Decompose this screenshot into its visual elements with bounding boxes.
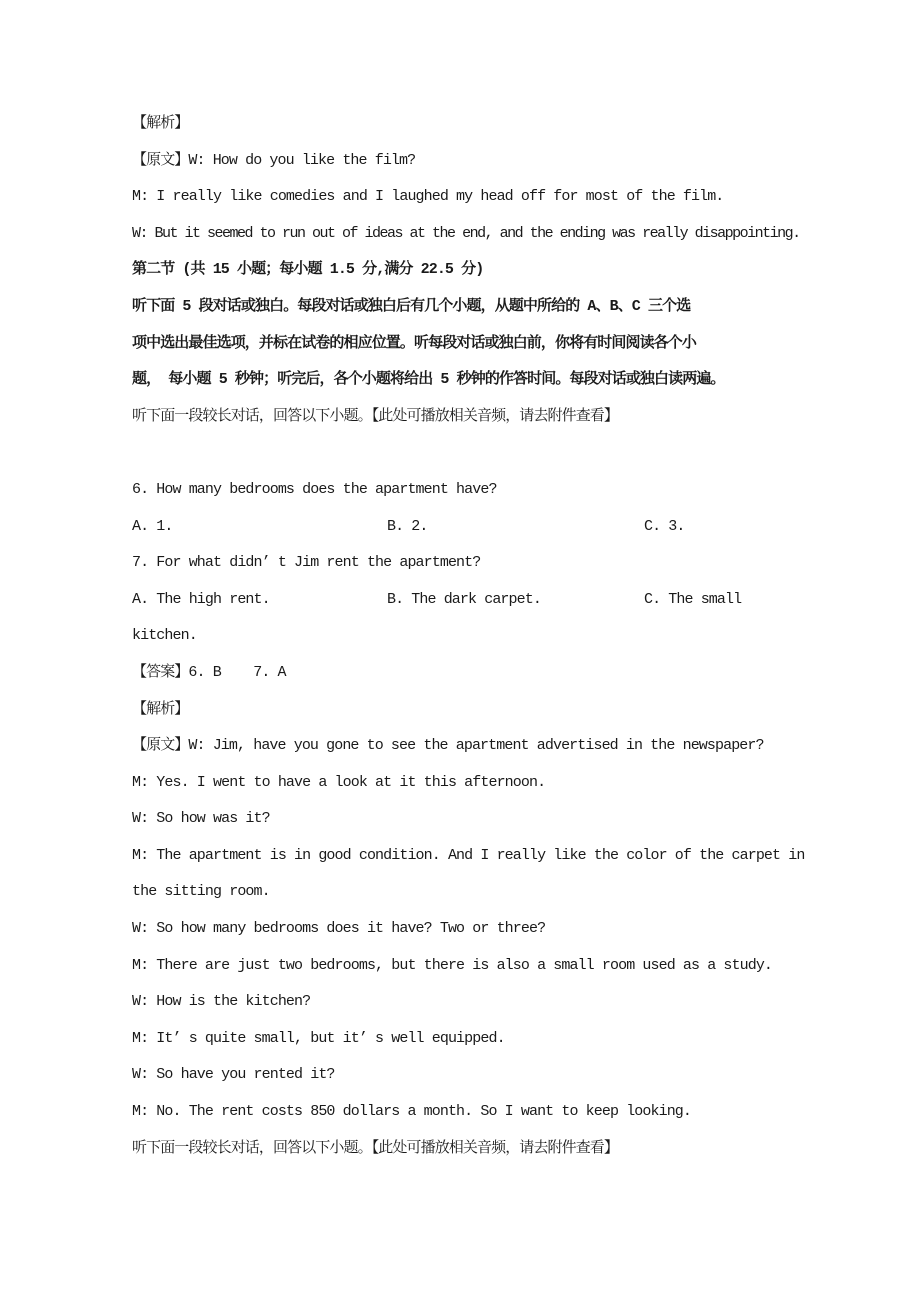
text-line: M: I really like comedies and I laughed my head off for most of the film. [132,188,724,206]
text-line: W: So have you rented it? [132,1066,335,1084]
document-body [132,106,805,1167]
text-line: W: So how was it? [132,810,270,828]
option-c: C. The small [644,590,742,608]
text-line: W: But it seemed to run out of ideas at the end, and the ending was really disappointing. [132,224,800,242]
text-line: kitchen. [132,627,197,645]
text-line: 第二节 (共 15 小题；每小题 1.5 分,满分 22.5 分) [132,261,484,279]
text-line: M: It’ s quite small, but it’ s well equipped. [132,1029,505,1047]
text-line: M: The apartment is in good condition. And I really like the color of the carpet in [132,846,805,864]
text-line: 项中选出最佳选项，并标在试卷的相应位置。听每段对话或独白前，你将有时间阅读各个小 [132,334,697,352]
text-line: 听下面一段较长对话，回答以下小题。【此处可播放相关音频，请去附件查看】 [132,1139,619,1157]
text-line: 7. For what didn’ t Jim rent the apartment? [132,554,481,572]
text-line: 听下面 5 段对话或独白。每段对话或独白后有几个小题，从题中所给的 A、B、C 三个选 [132,297,691,315]
option-row [132,582,792,619]
text-line: W: How is the kitchen? [132,993,311,1011]
text-line: 【原文】W: Jim, have you gone to see the apartment advertised in the newspaper? [132,737,764,755]
text-line: M: There are just two bedrooms, but there is also a small room used as a study. [132,956,773,974]
text-line: M: Yes. I went to have a look at it this afternoon. [132,773,546,791]
text-line: 题， 每小题 5 秒钟；听完后，各个小题将给出 5 秒钟的作答时间。每段对话或独白读两遍。 [132,371,725,389]
text-line: 【解析】 [132,700,189,718]
text-line: M: No. The rent costs 850 dollars a month. So I want to keep looking. [132,1103,692,1121]
text-line: 【答案】6. B 7. A [132,663,286,681]
blank-line [132,435,792,472]
text-line: 听下面一段较长对话，回答以下小题。【此处可播放相关音频，请去附件查看】 [132,407,619,425]
text-line: 6. How many bedrooms does the apartment have? [132,480,497,498]
option-a: A. 1. [132,517,173,535]
option-b: B. The dark carpet. [387,590,541,608]
option-row [132,509,792,546]
option-a: A. The high rent. [132,590,270,608]
text-line: 【原文】W: How do you like the film? [132,151,416,169]
option-b: B. 2. [387,517,428,535]
text-line: 【解析】 [132,115,189,132]
text-line: the sitting room. [132,883,270,901]
option-c: C. 3. [644,517,685,535]
text-line: W: So how many bedrooms does it have? Two or three? [132,920,546,938]
